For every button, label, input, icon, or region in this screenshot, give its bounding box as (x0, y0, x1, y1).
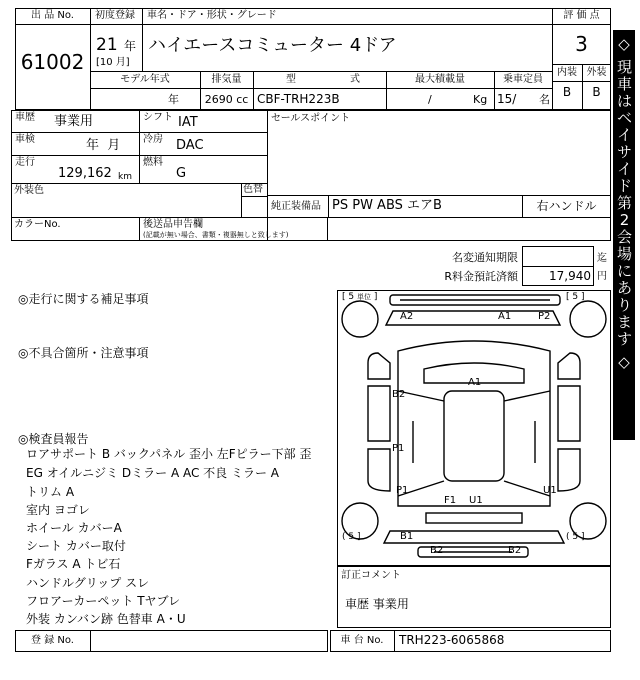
venue-banner-text: 現車はベイサイド第2会場にあります (616, 58, 632, 348)
damage-mark: B2 (392, 389, 406, 400)
inspector-line: ホイール カバーA (26, 521, 122, 535)
damage-mark: A1 (498, 311, 512, 322)
car-name: ハイエースコミューター 4ドア (148, 35, 397, 56)
inspection-value: 年 月 (86, 138, 121, 153)
lot-label: 出 品 No. (31, 10, 74, 21)
lot-number: 61002 (20, 50, 85, 74)
model-year-label: モデル年式 (120, 74, 170, 85)
damage-mark: B1 (400, 531, 414, 542)
equip-label: 純正装備品 (271, 201, 321, 212)
inspector-line: EG オイルニジミ Dミラー A AC 不良 ミラー A (26, 466, 280, 480)
max-load-label: 最大積載量 (415, 74, 465, 85)
chassis-number: TRH223-6065868 (399, 633, 505, 647)
type-label: 型 (286, 74, 296, 85)
recycle-label: R料金預託済額 (444, 270, 518, 283)
mileage-label: 走行 (15, 157, 35, 168)
interior-label: 内装 (557, 67, 577, 78)
mileage-unit: km (118, 172, 132, 182)
capacity-value: 15/ (497, 92, 517, 106)
history-value: 事業用 (54, 114, 94, 129)
displacement-label: 排気量 (211, 74, 242, 85)
driving-label: ◎走行に関する補足事項 (18, 292, 149, 306)
color-no-label: カラーNo. (14, 219, 61, 230)
inspector-line: Fガラス A トビ石 (26, 557, 121, 571)
model-type: CBF-TRH223B (257, 92, 340, 106)
capacity-unit: 名 (539, 93, 550, 106)
first-reg-year: 21 (96, 35, 118, 55)
max-load-slash: / (428, 93, 432, 106)
docs-label: 後送品申告欄 (143, 219, 203, 230)
exterior-grade: B (592, 85, 601, 99)
defect-label: ◎不具合箇所・注意事項 (18, 346, 149, 360)
inspector-line: トリム A (26, 485, 75, 499)
steering-value: 右ハンドル (536, 199, 597, 213)
ac-label: 冷房 (143, 134, 163, 145)
name-change-label: 名変通知期限 (452, 251, 518, 264)
recycle-amount: 17,940 (549, 269, 591, 283)
mileage-value: 129,162 (58, 166, 112, 181)
damage-mark: U1 (469, 495, 483, 506)
inspector-line: フロアーカーペット Tヤブレ (26, 594, 181, 608)
damage-mark: P1 (396, 485, 409, 496)
inspector-line: ハンドルグリップ スレ (26, 576, 150, 590)
diamond-top: ◇ (618, 35, 630, 53)
correction-label: 訂正コメント (341, 570, 401, 581)
tire-bottom-right-value: ( 5 ] (566, 532, 585, 542)
tire-top-value: [ 5 単位 ] (342, 292, 378, 302)
shift-value: IAT (178, 115, 198, 130)
venue-banner (613, 30, 635, 440)
fuel-label: 燃料 (143, 157, 163, 168)
reg-no-label: 登 録 No. (31, 635, 74, 646)
displacement-value: 2690 cc (204, 93, 249, 106)
inspector-line: ロアサポート B バックパネル 歪小 左Fピラー下部 歪 (26, 447, 312, 461)
fuel-value: G (176, 166, 187, 181)
history-label: 車歴 (15, 112, 35, 123)
ac-value: DAC (176, 138, 204, 153)
damage-mark: B2 (430, 545, 444, 556)
name-change-box (522, 246, 594, 267)
max-load-unit: Kg (473, 93, 488, 106)
damage-mark: A2 (400, 311, 414, 322)
sales-point-label: セールスポイント (271, 113, 351, 124)
damage-mark: F1 (444, 495, 457, 506)
color-change-label: 色替 (243, 184, 263, 195)
interior-grade: B (562, 85, 572, 99)
tire-bottom-value: ( 5 ] (342, 532, 361, 542)
damage-diagram (337, 290, 611, 566)
damage-mark: U1 (543, 485, 557, 496)
car-outline-diagram (338, 291, 610, 565)
inspector-label: ◎検査員報告 (18, 432, 89, 446)
shift-label: シフト (143, 112, 173, 123)
damage-mark: B2 (508, 545, 522, 556)
inspector-line: 外装 カンバン跡 色替車 A・U (26, 612, 186, 626)
inspection-label: 車検 (15, 134, 35, 145)
ext-color-label: 外装色 (14, 185, 44, 196)
inspector-line: 室内 ヨゴレ (26, 503, 90, 517)
exterior-label: 外装 (586, 67, 607, 78)
type-label-2: 式 (350, 74, 360, 85)
damage-mark: P2 (538, 311, 551, 322)
damage-mark: A1 (468, 377, 482, 388)
damage-mark: P1 (392, 443, 405, 454)
capacity-label: 乗車定員 (503, 74, 543, 85)
car-name-label: 車名・ドア・形状・グレード (147, 10, 277, 21)
tire-right-value: [ 5 ] (566, 292, 585, 302)
chassis-label: 車 台 No. (340, 635, 384, 646)
diamond-bottom: ◇ (618, 353, 630, 371)
correction-text: 車歴 事業用 (345, 597, 409, 611)
score-value: 3 (575, 32, 588, 56)
docs-note: (記載が無い場合、書類・複器無しと致します) (143, 231, 289, 239)
first-reg-label: 初度登録 (95, 10, 135, 21)
model-year-unit: 年 (168, 93, 179, 106)
recycle-unit: 円 (597, 271, 607, 282)
first-reg-year-unit: 年 (124, 39, 137, 53)
first-reg-month: [10 月] (96, 57, 130, 68)
name-change-unit: 迄 (597, 253, 607, 264)
equipment-value: PS PW ABS エアB (332, 198, 442, 213)
score-label: 評 価 点 (563, 10, 600, 21)
inspector-line: シート カバー取付 (26, 539, 126, 553)
